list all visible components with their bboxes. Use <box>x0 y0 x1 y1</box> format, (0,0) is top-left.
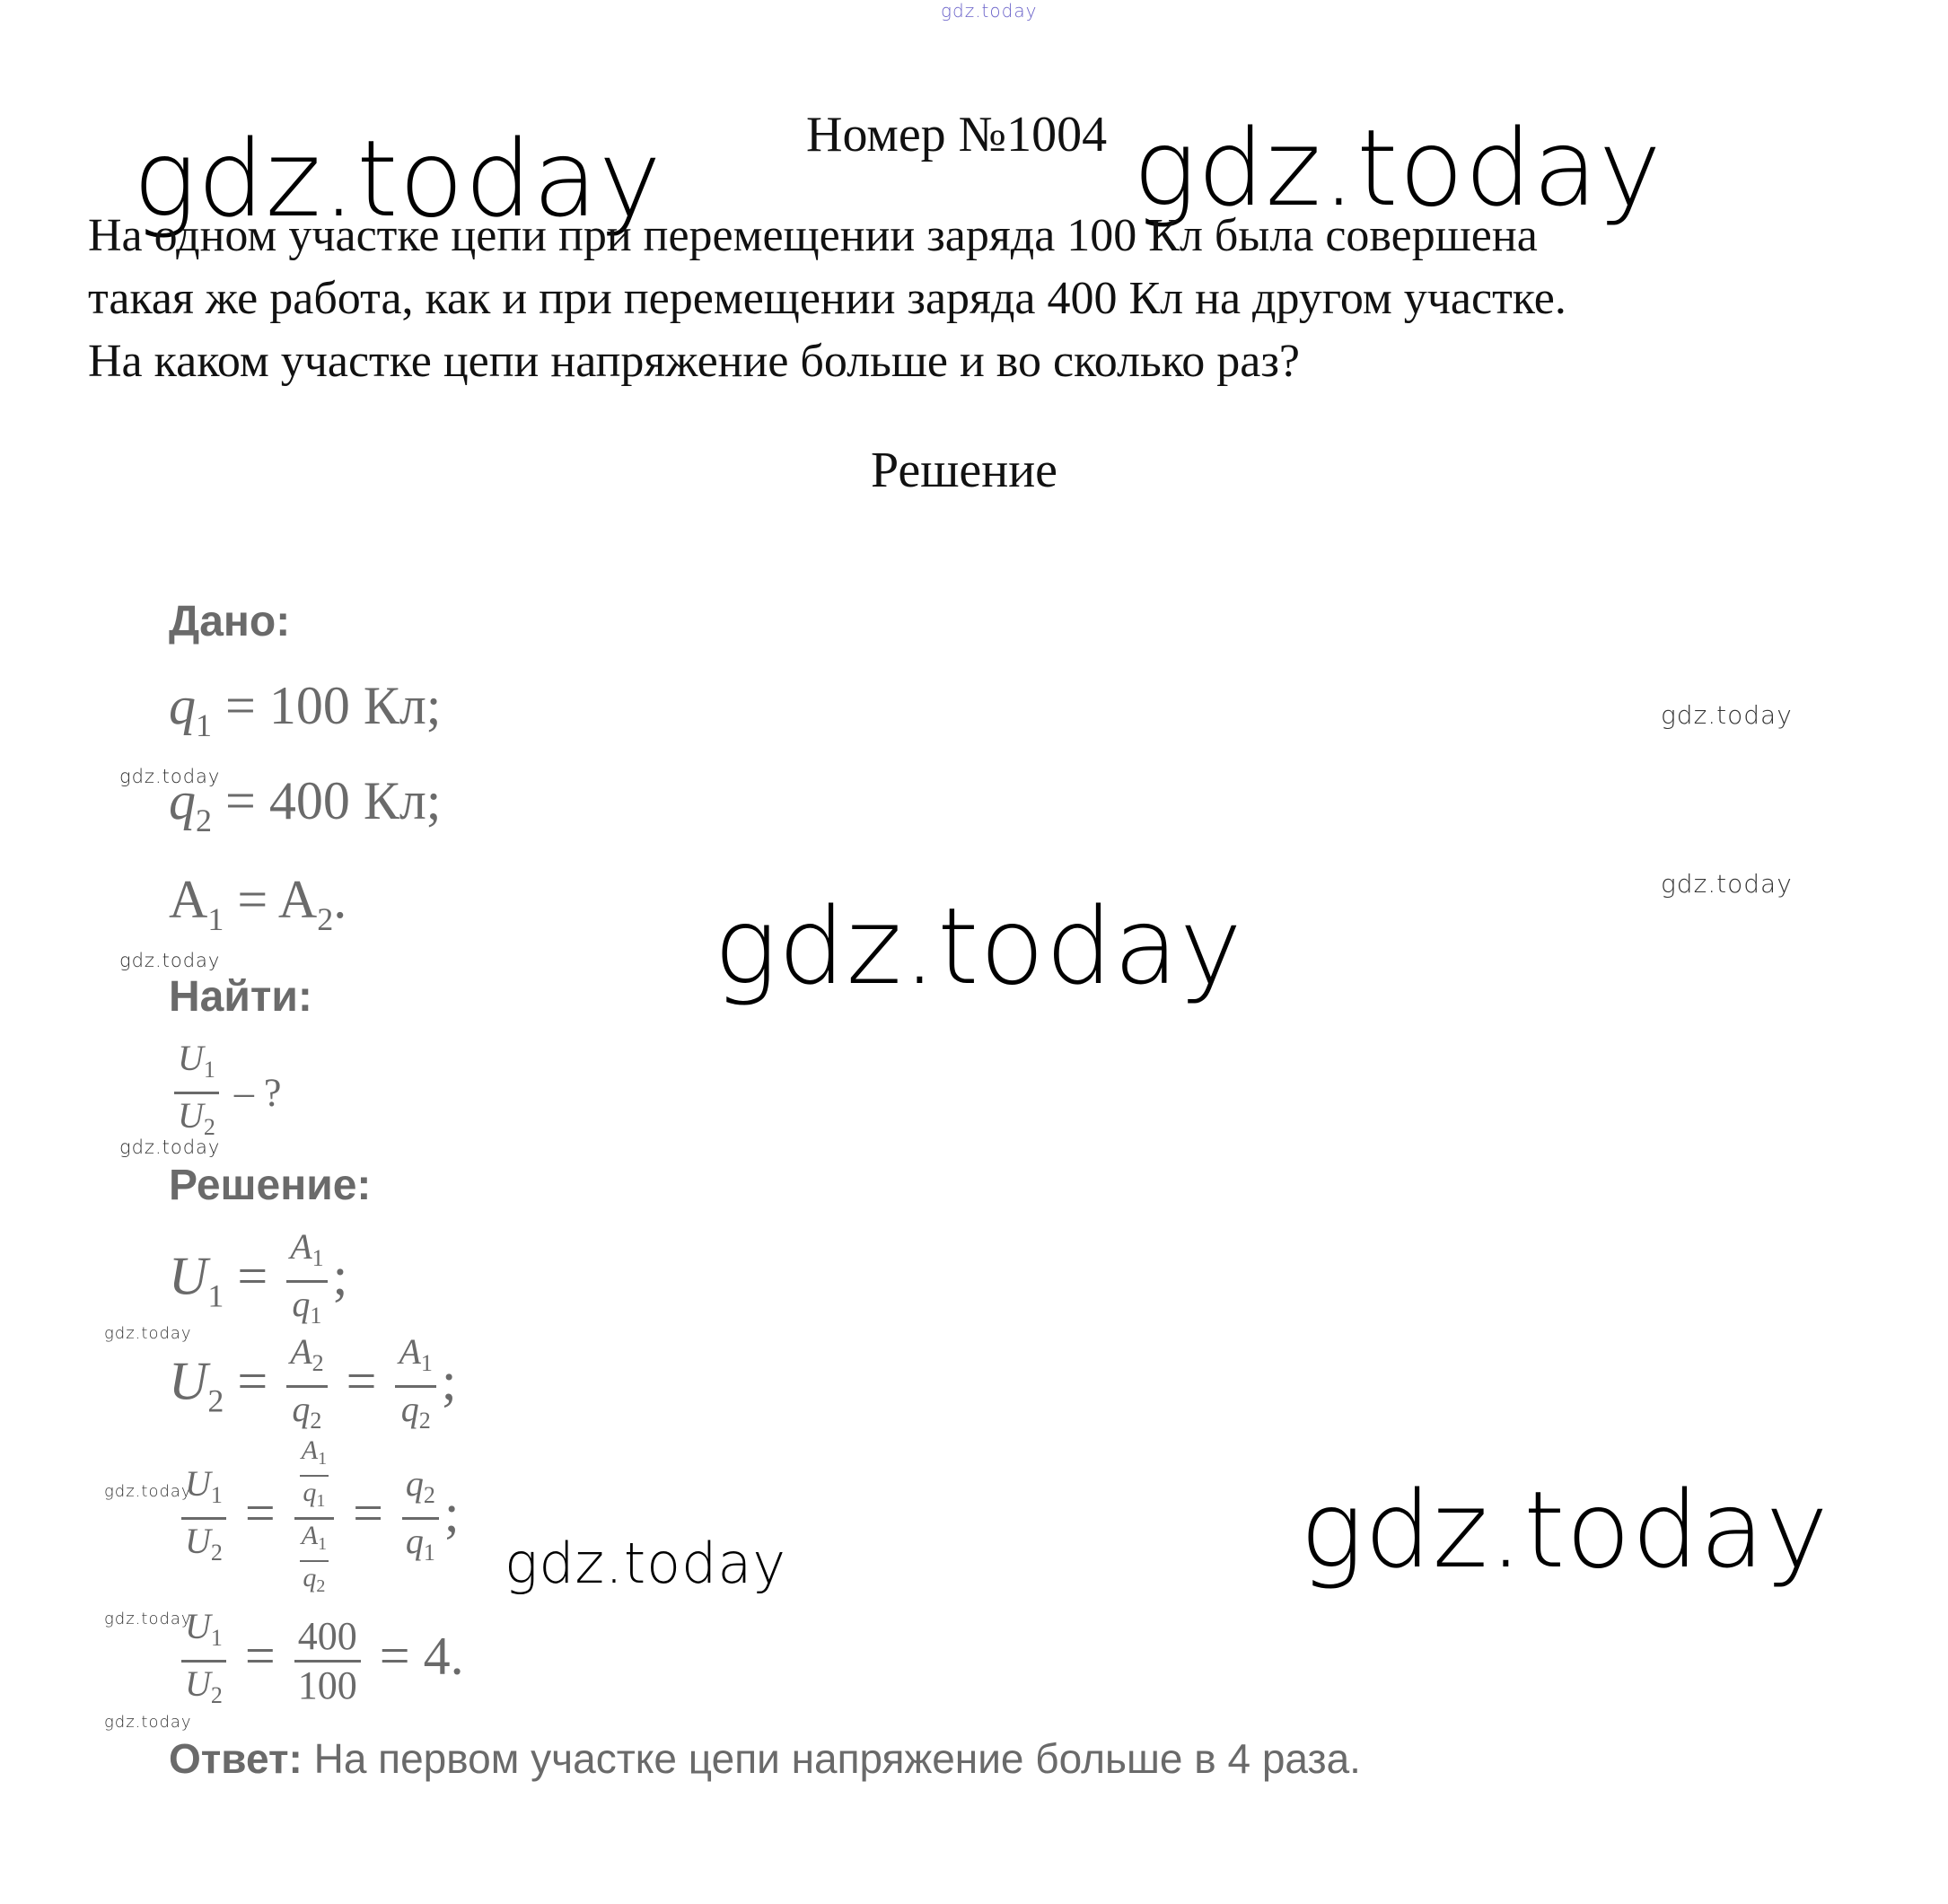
answer <box>169 1734 1361 1783</box>
problem-text <box>88 205 1566 393</box>
given-label: Дано: <box>169 598 291 645</box>
solution-heading: Решение <box>871 443 1058 498</box>
equation-u1: $U_1$ = $\frac{A_1}{q_1}$ ; <box>169 1225 347 1338</box>
find-ratio: $\frac{U_1}{U_2}$ – ? <box>169 1037 281 1149</box>
solution-label: Решение: <box>169 1162 372 1209</box>
watermark-tiny-5: gdz.today <box>104 1482 192 1501</box>
watermark-tiny-2: gdz.today <box>119 950 221 971</box>
problem-line-3: На каком участке цепи напряжение больше и во сколько раз? <box>88 336 1300 387</box>
watermark-tiny-3: gdz.today <box>119 1136 221 1158</box>
watermark-tiny-6: gdz.today <box>104 1610 192 1628</box>
watermark-tiny-7: gdz.today <box>104 1713 192 1732</box>
watermark-large-right: gdz.today <box>1133 106 1663 230</box>
nested-denominator: $\frac{A_1}{q_2}$ <box>301 1521 328 1596</box>
final-lhs-fraction: $\frac{U_1}{U_2}$ <box>181 1605 226 1717</box>
watermark-tiny-4: gdz.today <box>104 1324 192 1343</box>
final-value-fraction: $\frac{400}{100}$ <box>294 1613 361 1709</box>
page-title: Номер №1004 <box>806 107 1108 162</box>
watermark-top: gdz.today <box>941 0 1038 22</box>
watermark-medium: gdz.today <box>505 1531 787 1596</box>
ratio-nested-fraction <box>294 1435 334 1602</box>
equation-ratio-derivation: $\frac{U_1}{U_2}$ = $\frac{\frac{A_1}{q_1}}{\frac{A_1}{q_2}}$ = $\frac{q_2}{q_1}$ ; <box>176 1435 460 1602</box>
equation-u2: $U_2$ = $\frac{A_2}{q_2}$ = $\frac{A_1}{q_2}$ ; <box>169 1330 457 1443</box>
find-fraction: $\frac{U_1}{U_2}$ <box>174 1037 219 1149</box>
watermark-small-right-1: gdz.today <box>1661 700 1793 730</box>
u2-fraction-2: $\frac{A_1}{q_2}$ <box>395 1330 435 1443</box>
watermark-large-bottom-right: gdz.today <box>1300 1468 1830 1592</box>
watermark-small-right-2: gdz.today <box>1661 869 1793 899</box>
equation-final: $\frac{U_1}{U_2}$ = $\frac{400}{100}$ = 4. <box>176 1605 464 1717</box>
find-label: Найти: <box>169 973 312 1021</box>
nested-numerator: $\frac{A_1}{q_1}$ <box>301 1435 328 1511</box>
ratio-result-fraction: $\frac{q_2}{q_1}$ <box>402 1462 439 1575</box>
answer-text: На первом участке цепи напряжение больше в 4 раза. <box>302 1735 1361 1782</box>
given-q2: $q_2 = 400$ Кл; <box>169 771 442 838</box>
given-work-equality: $A_1 = A_2$. <box>169 870 347 937</box>
answer-label: Ответ: <box>169 1735 303 1782</box>
given-q1: $q_1 = 100$ Кл; <box>169 676 442 743</box>
ratio-lhs-fraction: $\frac{U_1}{U_2}$ <box>181 1462 226 1575</box>
problem-line-2: такая же работа, как и при перемещении заряда 400 Кл на другом участке. <box>88 273 1566 324</box>
watermark-large-left: gdz.today <box>133 117 662 241</box>
watermark-large-center: gdz.today <box>714 884 1243 1008</box>
u1-fraction: $\frac{A_1}{q_1}$ <box>286 1225 327 1338</box>
problem-line-1: На одном участке цепи при перемещении заряда 100 Кл была совершена <box>88 210 1538 261</box>
u2-fraction-1: $\frac{A_2}{q_2}$ <box>286 1330 327 1443</box>
watermark-tiny-1: gdz.today <box>119 766 221 787</box>
